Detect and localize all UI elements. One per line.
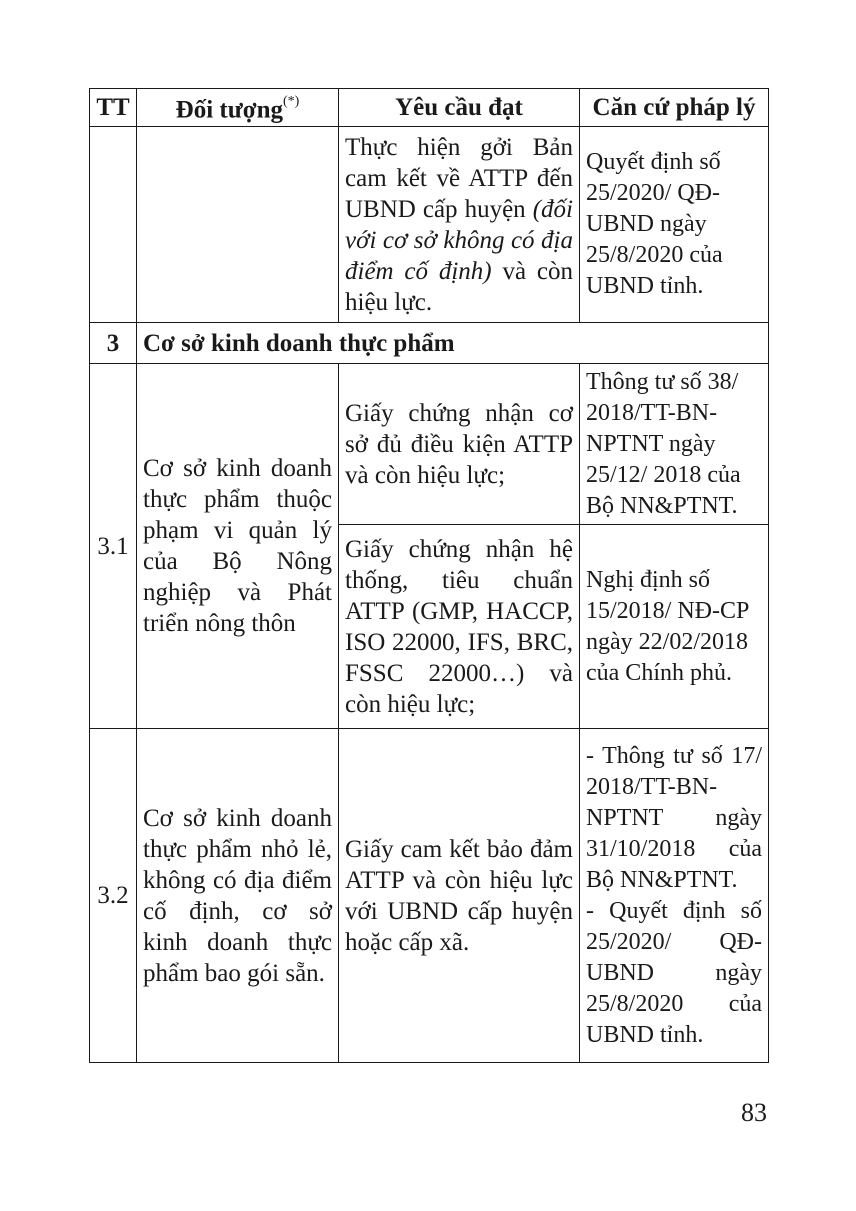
section-tt: 3 [90, 323, 137, 364]
section-title: Cơ sở kinh doanh thực phẩm [137, 323, 769, 364]
table-row [90, 729, 769, 1063]
section-row [90, 323, 769, 364]
legal-basis-item: - Thông tư số 17/ 2018/TT-BN-NPTNT ngày 31/10/2018 của Bộ NN&PTNT. [586, 742, 762, 893]
table-row [90, 127, 769, 323]
row-legal-basis: Nghị định số 15/2018/ NĐ-CP ngày 22/02/2018 của Chính phủ. [580, 525, 769, 729]
row-tt [90, 127, 137, 323]
regulation-table [89, 88, 769, 1063]
page-number: 83 [741, 1098, 767, 1127]
header-object-label: Đối tượng [175, 96, 283, 124]
header-legal-basis: Căn cứ pháp lý [580, 89, 769, 127]
row-legal-basis [580, 729, 769, 1063]
row-requirement: Giấy chứng nhận cơ sở đủ điều kiện ATTP và còn hiệu lực; [339, 364, 580, 525]
row-legal-basis: Quyết định số 25/2020/ QĐ-UBND ngày 25/8/2020 của UBND tỉnh. [580, 127, 769, 323]
header-tt: TT [90, 89, 137, 127]
table-header-row [90, 89, 769, 127]
requirement-text-a: Thực hiện gởi Bản cam kết về ATTP đến UBND cấp huyện [345, 133, 573, 223]
row-requirement [339, 127, 580, 323]
header-object-note: (*) [283, 94, 300, 110]
header-object [137, 89, 339, 127]
requirement-text-b: và còn hiệu lực. [345, 257, 573, 316]
legal-basis-item: - Quyết định số 25/2020/ QĐ-UBND ngày 25/8/2020 của UBND tỉnh. [586, 897, 762, 1048]
row-object [137, 127, 339, 323]
table-row [90, 364, 769, 525]
row-requirement: Giấy cam kết bảo đảm ATTP và còn hiệu lực với UBND cấp huyện hoặc cấp xã. [339, 729, 580, 1063]
header-requirement: Yêu cầu đạt [339, 89, 580, 127]
row-object: Cơ sở kinh doanh thực phẩm thuộc phạm vi quản lý của Bộ Nông nghiệp và Phát triển nông thôn [137, 364, 339, 729]
row-object: Cơ sở kinh doanh thực phẩm nhỏ lẻ, không có địa điểm cố định, cơ sở kinh doanh thực phẩm bao gói sẵn. [137, 729, 339, 1063]
requirement-text-italic: (đối với cơ sở không có địa điểm cố định) [345, 195, 573, 285]
row-tt: 3.2 [90, 729, 137, 1063]
row-requirement: Giấy chứng nhận hệ thống, tiêu chuẩn ATTP (GMP, HACCP, ISO 22000, IFS, BRC, FSSC 22000…) và còn hiệu lực; [339, 525, 580, 729]
row-tt: 3.1 [90, 364, 137, 729]
row-legal-basis: Thông tư số 38/ 2018/TT-BN-NPTNT ngày 25/12/ 2018 của Bộ NN&PTNT. [580, 364, 769, 525]
